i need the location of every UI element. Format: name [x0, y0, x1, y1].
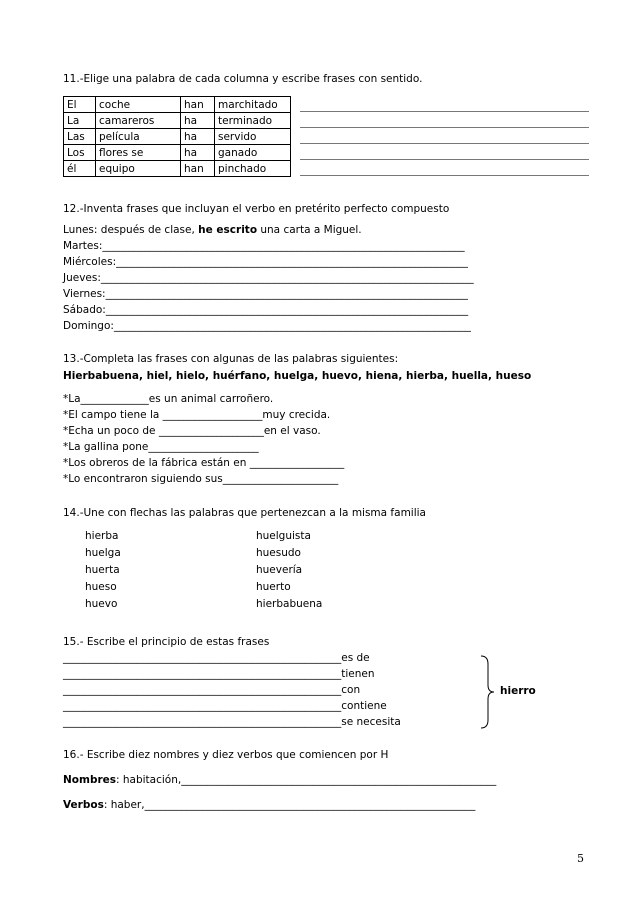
table-cell: han: [181, 97, 215, 113]
sentence[interactable]: *La_____________es un animal carroñero.: [63, 393, 274, 405]
table-cell: Los: [64, 145, 96, 161]
table-cell: película: [96, 129, 181, 145]
table-cell: terminado: [215, 113, 291, 129]
family-word-left[interactable]: huevo: [85, 598, 118, 610]
phrase-line[interactable]: _____________________________________________________con: [63, 684, 361, 696]
example-bold: he escrito: [198, 224, 258, 236]
curly-brace: [479, 655, 495, 729]
day-line-sabado[interactable]: Sábado:_____________________________________________________________________: [63, 304, 469, 316]
sentence[interactable]: *El campo tiene la ___________________muy crecida.: [63, 409, 331, 421]
family-word-right[interactable]: huelguista: [256, 530, 311, 542]
ex13-title: 13.-Completa las frases con algunas de las palabras siguientes:: [63, 353, 399, 365]
nombres-answer[interactable]: : habitación,____________________________________________________________: [116, 774, 497, 786]
ex14-title: 14.-Une con flechas las palabras que pertenezcan a la misma familia: [63, 507, 426, 519]
answer-line[interactable]: [300, 111, 589, 112]
day-line-jueves[interactable]: Jueves:_______________________________________________________________________: [63, 272, 474, 284]
example-text: Lunes: después de clase,: [63, 224, 199, 236]
word-table: [63, 96, 291, 177]
sentence[interactable]: *La gallina pone_____________________: [63, 441, 259, 453]
table-cell: ha: [181, 145, 215, 161]
family-word-left[interactable]: huelga: [85, 547, 121, 559]
answer-line[interactable]: [300, 127, 589, 128]
ex11-title: 11.-Elige una palabra de cada columna y escribe frases con sentido.: [63, 73, 423, 85]
table-cell: ha: [181, 113, 215, 129]
answer-line[interactable]: [300, 159, 589, 160]
table-cell: ganado: [215, 145, 291, 161]
answer-line[interactable]: [300, 175, 589, 176]
ex15-title: 15.- Escribe el principio de estas frases: [63, 636, 270, 648]
family-word-right[interactable]: hierbabuena: [256, 598, 323, 610]
nombres-label: Nombres: [63, 774, 117, 786]
family-word-left[interactable]: hueso: [85, 581, 117, 593]
phrase-line[interactable]: _____________________________________________________se necesita: [63, 716, 401, 728]
table-cell: coche: [96, 97, 181, 113]
family-word-right[interactable]: huesudo: [256, 547, 301, 559]
ex12-title: 12.-Inventa frases que incluyan el verbo en pretérito perfecto compuesto: [63, 203, 450, 215]
day-line-viernes[interactable]: Viernes:_____________________________________________________________________: [63, 288, 468, 300]
verbos-label: Verbos: [63, 799, 104, 811]
table-row: [64, 129, 291, 145]
table-row: [64, 113, 291, 129]
brace-word: hierro: [500, 685, 536, 697]
family-word-left[interactable]: hierba: [85, 530, 119, 542]
table-cell: equipo: [96, 161, 181, 177]
day-line-miercoles[interactable]: Miércoles:___________________________________________________________________: [63, 256, 468, 268]
table-cell: él: [64, 161, 96, 177]
table-cell: marchitado: [215, 97, 291, 113]
table-row: [64, 161, 291, 177]
day-line-domingo[interactable]: Domingo:____________________________________________________________________: [63, 320, 471, 332]
phrase-line[interactable]: _____________________________________________________contiene: [63, 700, 387, 712]
table-cell: han: [181, 161, 215, 177]
table-cell: pinchado: [215, 161, 291, 177]
table-cell: flores se: [96, 145, 181, 161]
table-cell: La: [64, 113, 96, 129]
table-cell: Las: [64, 129, 96, 145]
sentence[interactable]: *Lo encontraron siguiendo sus______________________: [63, 473, 339, 485]
phrase-line[interactable]: _____________________________________________________tienen: [63, 668, 375, 680]
page-number: 5: [577, 852, 584, 865]
example-text: una carta a Miguel.: [257, 224, 362, 236]
phrase-line[interactable]: _____________________________________________________es de: [63, 652, 370, 664]
family-word-right[interactable]: huerto: [256, 581, 291, 593]
table-cell: El: [64, 97, 96, 113]
sentence[interactable]: *Los obreros de la fábrica están en __________________: [63, 457, 345, 469]
nombres-line[interactable]: [63, 774, 496, 786]
day-line-martes[interactable]: Martes:_____________________________________________________________________: [63, 240, 465, 252]
sentence[interactable]: *Echa un poco de ____________________en el vaso.: [63, 425, 321, 437]
ex16-title: 16.- Escribe diez nombres y diez verbos que comiencen por H: [63, 749, 389, 761]
table-row: [64, 97, 291, 113]
table-cell: camareros: [96, 113, 181, 129]
verbos-line[interactable]: [63, 799, 475, 811]
table-row: [64, 145, 291, 161]
ex13-word-list: Hierbabuena, hiel, hielo, huérfano, huelga, huevo, hiena, hierba, huella, hueso: [63, 370, 532, 382]
ex12-example: [63, 224, 362, 236]
family-word-right[interactable]: huevería: [256, 564, 303, 576]
verbos-answer[interactable]: : haber,_______________________________________________________________: [103, 799, 476, 811]
table-cell: servido: [215, 129, 291, 145]
family-word-left[interactable]: huerta: [85, 564, 120, 576]
answer-line[interactable]: [300, 143, 589, 144]
table-cell: ha: [181, 129, 215, 145]
